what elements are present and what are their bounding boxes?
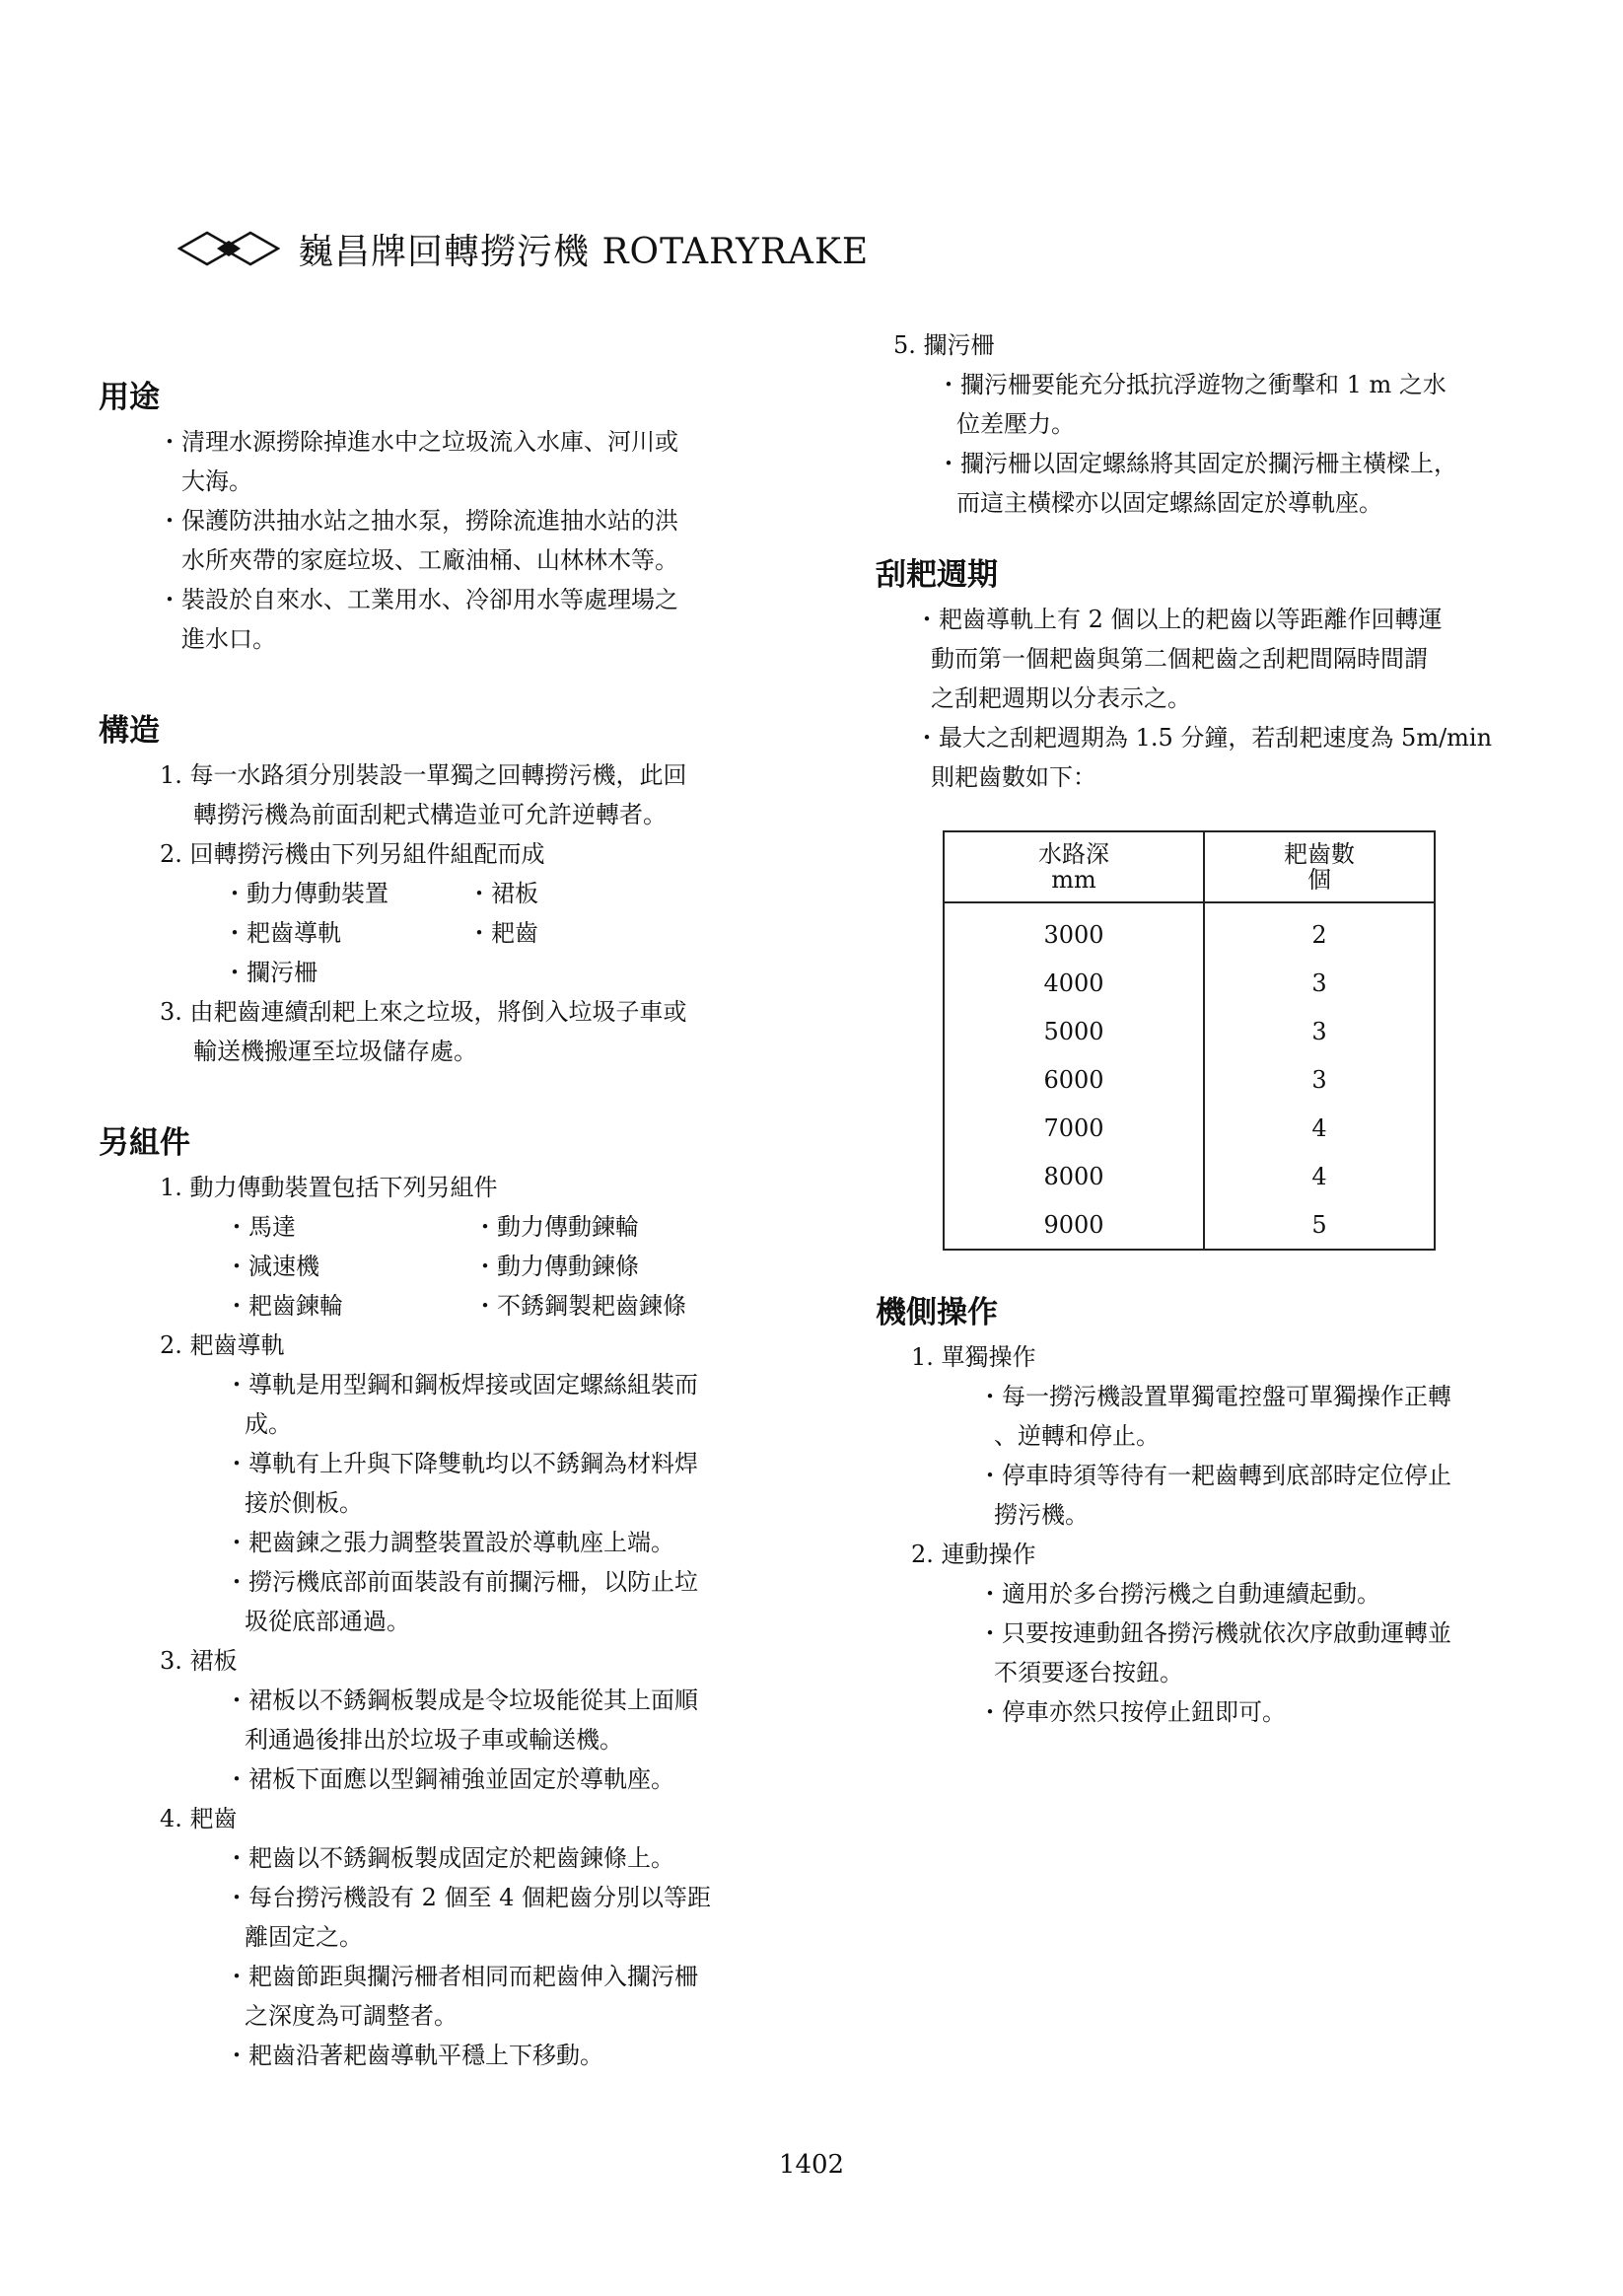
table-cell: 3 [1204,959,1435,1007]
text-line: ・導軌是用型鋼和鋼板焊接或固定螺絲組裝而 [225,1371,698,1399]
table-cell: 3 [1204,1007,1435,1055]
part-item: ・裙板 [467,880,538,907]
column-header: 水路深 [1038,840,1109,868]
text-line: 而這主橫樑亦以固定螺絲固定於導軌座。 [956,489,1382,517]
text-line: ・每台撈污機設有 2 個至 4 個耙齒分別以等距 [225,1884,712,1911]
text-line: 撈污機。 [994,1501,1089,1529]
part-item: ・減速機 [225,1253,319,1280]
table-cell: 7000 [944,1104,1204,1152]
text-line: ・攔污柵以固定螺絲將其固定於攔污柵主橫樑上， [937,450,1457,477]
text-line: ・撈污機底部前面裝設有前攔污柵，以防止垃 [225,1568,698,1596]
text-line: ・裙板下面應以型鋼補強並固定於導軌座。 [225,1765,674,1793]
table-header-row [944,831,1435,902]
text-line: 1. 每一水路須分別裝設一單獨之回轉撈污機，此回 [160,761,687,789]
section-heading-uses: 用途 [99,380,160,415]
part-item: ・耙齒鍊輪 [225,1292,343,1320]
text-line: ・最大之刮耙週期為 1.5 分鐘，若刮耙速度為 5m/min [915,724,1493,752]
text-line: 1. 單獨操作 [911,1343,1036,1371]
text-line: 位差壓力。 [956,410,1075,438]
text-line: 接於側板。 [245,1489,363,1517]
column-header: 耙齒數 [1284,840,1355,868]
text-line: ・裝設於自來水、工業用水、冷卻用水等處理場之 [158,586,678,613]
section-heading-structure: 構造 [99,713,160,749]
text-line: 轉撈污機為前面刮耙式構造並可允許逆轉者。 [193,801,667,828]
rake-count-table [943,830,1436,1251]
part-item: ・耙齒導軌 [223,919,341,947]
text-line: 輸送機搬運至垃圾儲存處。 [193,1038,477,1065]
table-row [944,1055,1435,1104]
text-line: ・適用於多台撈污機之自動連續起動。 [978,1580,1380,1608]
page-title-text: 巍昌牌回轉撈污機 ROTARYRAKE [298,231,870,272]
text-line: 利通過後排出於垃圾子車或輸送機。 [245,1726,623,1754]
text-line: 之深度為可調整者。 [245,2002,458,2030]
table-cell: 8000 [944,1152,1204,1200]
section-heading-cycle: 刮耙週期 [876,557,998,593]
text-line: 離固定之。 [245,1923,363,1951]
part-item: ・不銹鋼製耙齒鍊條 [473,1292,686,1320]
text-line: ・清理水源撈除掉進水中之垃圾流入水庫、河川或 [158,428,678,456]
text-line: ・每一撈污機設置單獨電控盤可單獨操作正轉 [978,1383,1451,1410]
section-heading-operation: 機側操作 [876,1295,998,1330]
table-cell: 3000 [944,902,1204,959]
text-line: ・耙齒沿著耙齒導軌平穩上下移動。 [225,2042,603,2069]
text-line: 1. 動力傳動裝置包括下列另組件 [160,1174,498,1201]
text-line: ・耙齒鍊之張力調整裝置設於導軌座上端。 [225,1529,674,1556]
table-cell: 9000 [944,1200,1204,1250]
text-line: ・只要按連動鈕各撈污機就依次序啟動運轉並 [978,1619,1451,1647]
text-line: 2. 回轉撈污機由下列另組件組配而成 [160,840,545,868]
part-item: ・動力傳動鍊條 [473,1253,639,1280]
text-line: 2. 耙齒導軌 [160,1331,285,1359]
page-title [177,219,869,278]
text-line: ・導軌有上升與下降雙軌均以不銹鋼為材料焊 [225,1450,698,1477]
text-line: 成。 [245,1410,292,1438]
table-header-cell [944,831,1204,902]
page-number: 1402 [778,2150,845,2180]
part-item: ・耙齒 [467,919,538,947]
column-unit: 個 [1307,866,1331,894]
text-line: ・裙板以不銹鋼板製成是令垃圾能從其上面順 [225,1686,698,1714]
text-line: 5. 攔污柵 [893,331,995,359]
text-line: 圾從底部通過。 [245,1608,410,1635]
table-row [944,1200,1435,1250]
text-line: ・耙齒節距與攔污柵者相同而耙齒伸入攔污柵 [225,1963,698,1990]
section-heading-components: 另組件 [99,1125,190,1161]
text-line: 則耙齒數如下： [931,763,1096,791]
table-cell: 4000 [944,959,1204,1007]
text-line: ・耙齒以不銹鋼板製成固定於耙齒鍊條上。 [225,1844,674,1872]
table-row [944,1152,1435,1200]
text-line: 3. 由耙齒連續刮耙上來之垃圾，將倒入垃圾子車或 [160,998,687,1026]
table-cell: 5 [1204,1200,1435,1250]
right-column [876,325,1526,1732]
text-line: 之刮耙週期以分表示之。 [931,684,1191,712]
text-line: ・攔污柵要能充分抵抗浮遊物之衝擊和 1 m 之水 [937,371,1447,398]
column-unit: mm [1051,866,1096,894]
part-item: ・攔污柵 [223,959,318,986]
table-cell: 4 [1204,1104,1435,1152]
table-cell: 5000 [944,1007,1204,1055]
text-line: ・耙齒導軌上有 2 個以上的耙齒以等距離作回轉運 [915,606,1443,633]
text-line: ・停車時須等待有一耙齒轉到底部時定位停止 [978,1462,1451,1489]
text-line: 不須要逐台按鈕。 [994,1659,1183,1686]
table-header-cell [1204,831,1435,902]
table-row [944,1007,1435,1055]
text-line: 2. 連動操作 [911,1541,1036,1568]
table-row [944,1104,1435,1152]
text-line: 大海。 [181,467,252,495]
table-cell: 2 [1204,902,1435,959]
text-line: 、逆轉和停止。 [994,1422,1160,1450]
table-row [944,902,1435,959]
text-line: 3. 裙板 [160,1647,238,1675]
table-cell: 4 [1204,1152,1435,1200]
text-line: ・保護防洪抽水站之抽水泵，撈除流進抽水站的洪 [158,507,678,535]
part-item: ・動力傳動裝置 [223,880,388,907]
left-column [99,325,789,2075]
part-item: ・動力傳動鍊輪 [473,1213,639,1241]
text-line: ・停車亦然只按停止鈕即可。 [978,1698,1286,1726]
text-line: 進水口。 [181,625,276,653]
part-item: ・馬達 [225,1213,296,1241]
table-cell: 6000 [944,1055,1204,1104]
table-row [944,959,1435,1007]
text-line: 4. 耙齒 [160,1805,238,1832]
double-diamond-icon [177,227,280,270]
table-cell: 3 [1204,1055,1435,1104]
text-line: 水所夾帶的家庭垃圾、工廠油桶、山林林木等。 [181,546,678,574]
text-line: 動而第一個耙齒與第二個耙齒之刮耙間隔時間謂 [931,645,1428,673]
